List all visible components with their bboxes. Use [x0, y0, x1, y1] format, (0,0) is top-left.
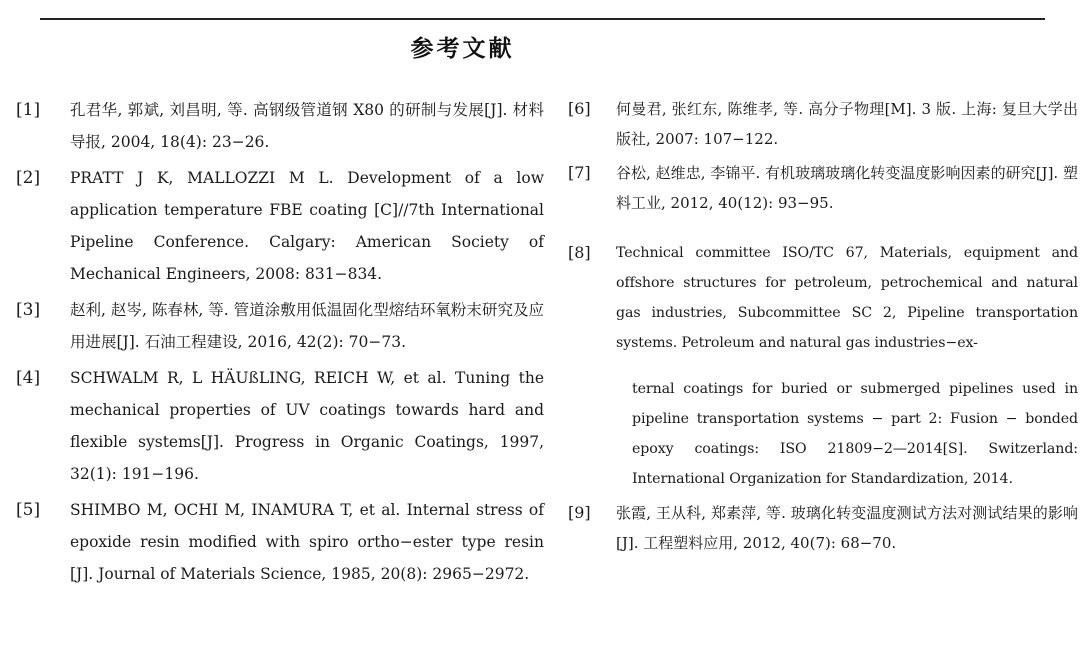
reference-text: 谷松, 赵维忠, 李锦平. 有机玻璃玻璃化转变温度影响因素的研究[J]. 塑料工业, 2012, 40(12): 93−95.: [616, 164, 1078, 212]
reference-1: [16, 94, 544, 158]
reference-number: [9]: [568, 503, 591, 522]
reference-5: [16, 494, 544, 590]
reference-9: [568, 498, 1078, 558]
reference-number: [8]: [568, 243, 591, 262]
top-rule: [40, 18, 1045, 20]
reference-text: SHIMBO M, OCHI M, INAMURA T, et al. Internal stress of epoxide resin modified with spiro ortho−ester type resin [J]. Journal of Materials Science, 1985, 20(8): 2965−2972.: [70, 501, 544, 583]
reference-2: [16, 162, 544, 290]
reference-4: [16, 362, 544, 490]
reference-7: [568, 158, 1078, 218]
reference-number: [6]: [568, 99, 591, 118]
page-title: 参考文献: [410, 36, 515, 62]
reference-number: [4]: [16, 368, 41, 388]
reference-text: SCHWALM R, L HÄUßLING, REICH W, et al. Tuning the mechanical properties of UV coatings towards hard and flexible systems[J]. Progress in Organic Coatings, 1997, 32(1): 191−196.: [70, 369, 544, 483]
reference-3: [16, 294, 544, 358]
reference-text: 何曼君, 张红东, 陈维孝, 等. 高分子物理[M]. 3 版. 上海: 复旦大学出版社, 2007: 107−122.: [616, 100, 1078, 148]
reference-text: 孔君华, 郭斌, 刘昌明, 等. 高钢级管道钢 X80 的研制与发展[J]. 材料导报, 2004, 18(4): 23−26.: [70, 101, 544, 151]
reference-number: [3]: [16, 300, 41, 320]
reference-text: 张霞, 王从科, 郑素萍, 等. 玻璃化转变温度测试方法对测试结果的影响[J]. 工程塑料应用, 2012, 40(7): 68−70.: [616, 504, 1078, 552]
reference-text: 赵利, 赵岑, 陈春林, 等. 管道涂敷用低温固化型熔结环氧粉末研究及应用进展[J]. 石油工程建设, 2016, 42(2): 70−73.: [70, 301, 544, 351]
left-column: [16, 94, 544, 590]
reference-text: Technical committee ISO/TC 67, Materials, equipment and offshore structures for petroleum, petrochemical and natural gas industries, Subcommittee SC 2, Pipeline transportation systems. Petroleum and natural gas industries−ex-: [616, 245, 1078, 351]
reference-8: [568, 238, 1078, 358]
right-column: [568, 94, 1078, 558]
reference-8-continuation: ternal coatings for buried or submerged pipelines used in pipeline transportation systems − part 2: Fusion − bonded epoxy coatings: ISO 21809−2—2014[S]. Switzerland: International Organization for Standardization, 2014.: [632, 381, 1078, 487]
reference-number: [5]: [16, 500, 41, 520]
reference-number: [1]: [16, 100, 41, 120]
reference-number: [2]: [16, 168, 41, 188]
reference-text: PRATT J K, MALLOZZI M L. Development of a low application temperature FBE coating [C]//7th International Pipeline Conference. Calgary: American Society of Mechanical Engineers, 2008: 831−834.: [70, 169, 544, 283]
reference-number: [7]: [568, 163, 591, 182]
reference-6: [568, 94, 1078, 154]
